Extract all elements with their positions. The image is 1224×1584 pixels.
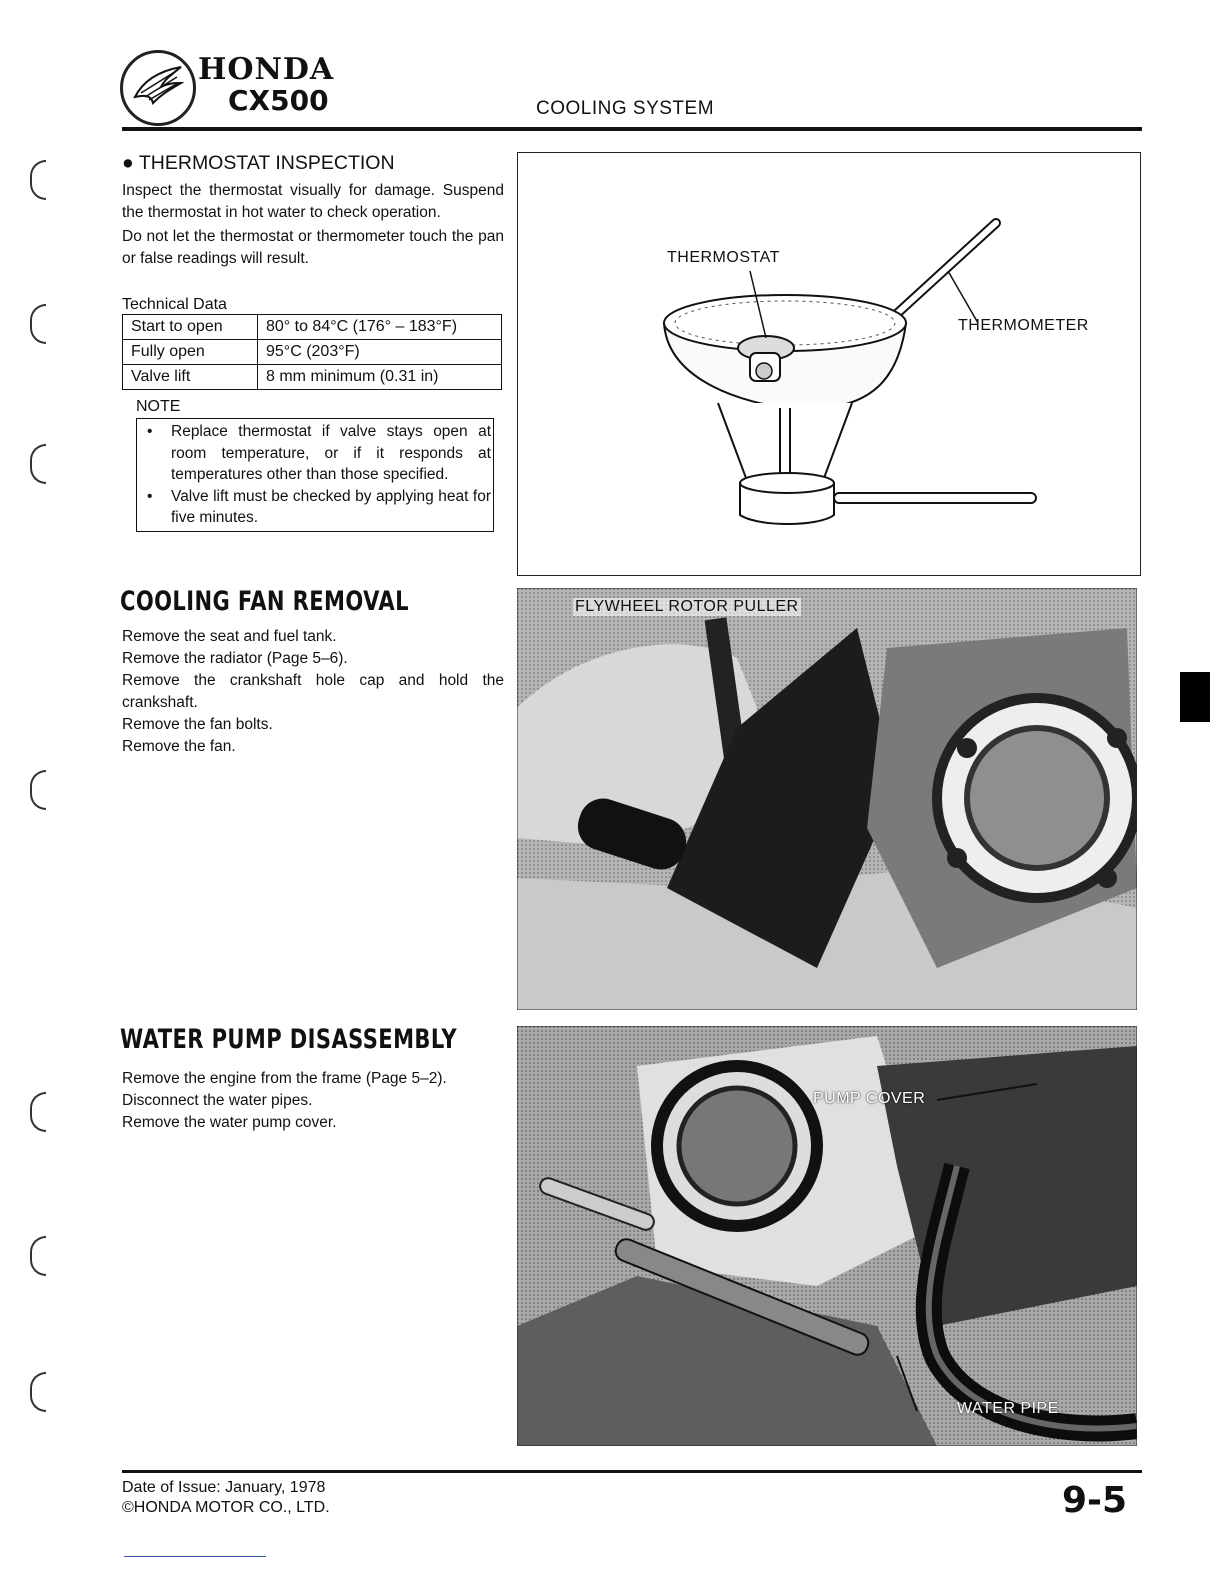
note-item: • Replace thermostat if valve stays open at room temperature, or if it responds at temperatures other than those specified.: [147, 423, 491, 483]
water-pump-steps: [122, 1068, 504, 1134]
binder-hole: [30, 1236, 46, 1276]
water-pump-photo: [517, 1026, 1137, 1446]
section-edge-tab: [1180, 672, 1210, 722]
table-cell-value: 95°C (203°F): [258, 340, 502, 365]
table-cell-value: 80° to 84°C (176° – 183°F): [258, 315, 502, 340]
table-cell-label: Valve lift: [123, 365, 258, 390]
thermostat-para-1: Inspect the thermostat visually for damage. Suspend the thermostat in hot water to check operation.: [122, 182, 504, 221]
table-row: [123, 340, 502, 365]
thermostat-heading: ● THERMOSTAT INSPECTION: [122, 152, 395, 174]
binder-hole: [30, 1092, 46, 1132]
binder-hole: [30, 160, 46, 200]
technical-data-title: Technical Data: [122, 296, 227, 313]
table-row: [123, 365, 502, 390]
footer-rule: [122, 1470, 1142, 1473]
binder-hole: [30, 444, 46, 484]
cooling-fan-heading: COOLING FAN REMOVAL: [120, 586, 409, 617]
note-box: [136, 418, 494, 532]
step-item: Remove the fan bolts.: [122, 716, 273, 733]
divider: [124, 1556, 266, 1557]
page-number: 9-5: [1062, 1480, 1128, 1521]
thermostat-text: [122, 180, 504, 270]
header-rule: [122, 127, 1142, 131]
copyright: ©HONDA MOTOR CO., LTD.: [122, 1499, 330, 1516]
technical-data-table: [122, 314, 502, 390]
brand-name: HONDA: [198, 52, 335, 87]
label-pump-cover: PUMP COVER: [813, 1090, 926, 1107]
binder-hole: [30, 304, 46, 344]
thermostat-para-2: Do not let the thermostat or thermometer touch the pan or false readings will result.: [122, 228, 504, 267]
footer-info: [122, 1478, 330, 1518]
flywheel-photo: [517, 588, 1137, 1010]
table-cell-label: Start to open: [123, 315, 258, 340]
bullet-icon: ●: [122, 152, 134, 174]
binder-hole: [30, 1372, 46, 1412]
thermostat-diagram: [517, 152, 1141, 576]
issue-date: Date of Issue: January, 1978: [122, 1479, 326, 1496]
step-item: Remove the seat and fuel tank.: [122, 628, 337, 645]
honda-wing-logo-icon: [120, 50, 196, 126]
binder-hole: [30, 770, 46, 810]
flywheel-photo-illustration: [517, 588, 1137, 1010]
step-item: Disconnect the water pipes.: [122, 1092, 313, 1109]
label-flywheel-rotor-puller: FLYWHEEL ROTOR PULLER: [575, 598, 799, 615]
cooling-fan-steps: [122, 626, 504, 758]
label-water-pipe: WATER PIPE: [957, 1400, 1059, 1417]
step-item: Remove the water pump cover.: [122, 1114, 337, 1131]
note-item: • Valve lift must be checked by applying heat for five minutes.: [147, 487, 491, 526]
step-item: Remove the radiator (Page 5–6).: [122, 650, 348, 667]
water-pump-heading: WATER PUMP DISASSEMBLY: [120, 1024, 458, 1055]
note-title: NOTE: [136, 398, 181, 415]
label-thermostat: THERMOSTAT: [667, 249, 780, 266]
step-item: Remove the engine from the frame (Page 5–2).: [122, 1070, 447, 1087]
thermostat-illustration: [518, 153, 1140, 575]
table-row: [123, 315, 502, 340]
table-cell-value: 8 mm minimum (0.31 in): [258, 365, 502, 390]
bullet-icon: •: [147, 487, 153, 505]
table-cell-label: Fully open: [123, 340, 258, 365]
step-item: Remove the fan.: [122, 738, 236, 755]
label-thermometer: THERMOMETER: [958, 317, 1089, 334]
step-item: Remove the crankshaft hole cap and hold the crankshaft.: [122, 672, 504, 711]
section-title: COOLING SYSTEM: [536, 98, 715, 119]
model-name: CX500: [228, 84, 329, 117]
bullet-icon: •: [147, 423, 153, 440]
water-pump-photo-illustration: [517, 1026, 1137, 1446]
